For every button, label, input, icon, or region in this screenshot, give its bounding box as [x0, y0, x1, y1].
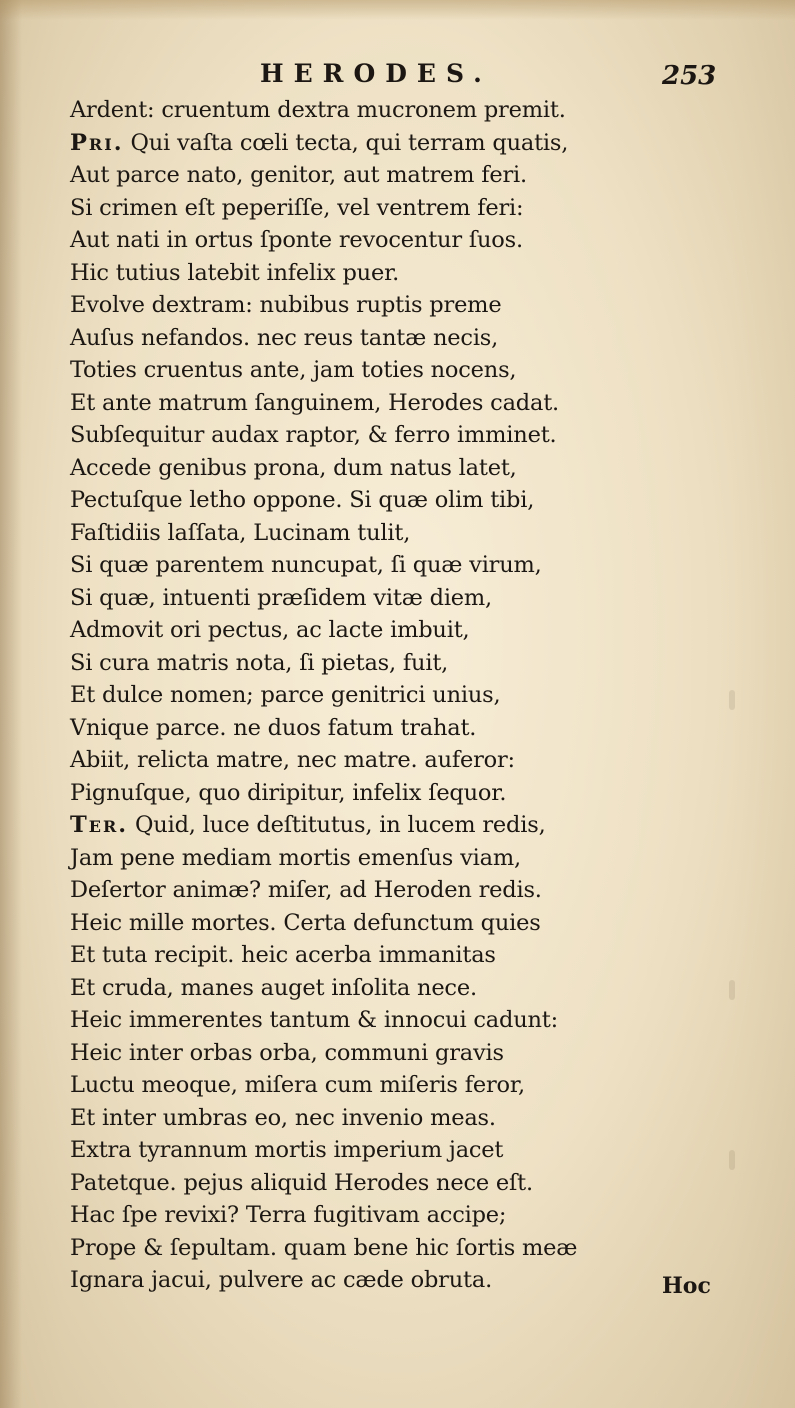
line-text: Si quæ parentem nuncupat, ſi quæ virum,	[70, 552, 542, 578]
verse-line	[70, 452, 710, 485]
show-through-mark	[729, 690, 735, 710]
line-text: Qui vaſta cœli tecta, qui terram quatis,	[130, 129, 569, 156]
verse-line	[70, 1134, 710, 1167]
verse-line	[70, 419, 710, 452]
line-text: Extra tyrannum mortis imperium jacet	[70, 1137, 504, 1163]
speaker-label: Ter.	[70, 812, 129, 838]
verse-line	[70, 1102, 710, 1135]
verse-line	[70, 1167, 710, 1200]
gutter-shadow	[0, 0, 22, 1408]
line-text: Deſertor animæ? miſer, ad Heroden redis.	[70, 877, 542, 903]
line-text: Heic mille mortes. Certa defunctum quies	[70, 909, 541, 936]
line-text: Pectuſque letho oppone. Si quæ olim tibi,	[70, 487, 535, 513]
verse-line	[70, 842, 710, 875]
catchword: Hoc	[662, 1273, 711, 1299]
line-text: Admovit ori pectus, ac lacte imbuit,	[70, 617, 470, 643]
verse-line	[70, 647, 710, 680]
verse-line	[70, 1199, 710, 1232]
verse-line	[70, 192, 710, 225]
verse-line	[70, 744, 710, 777]
verse-line	[70, 1232, 710, 1265]
line-text: Auſus nefandos. nec reus tantæ necis,	[70, 324, 499, 351]
line-text: Et dulce nomen; parce genitrici unius,	[70, 682, 501, 708]
verse-line	[70, 972, 710, 1005]
verse-line	[70, 127, 710, 160]
line-text: Prope & ſepultam. quam bene hic ſortis meæ	[70, 1234, 578, 1261]
verse-line	[70, 1069, 710, 1102]
verse-line	[70, 1264, 710, 1297]
show-through-mark	[729, 980, 735, 1000]
line-text: Si cura matris nota, ſi pietas, fuit,	[70, 649, 449, 676]
line-text: Pignuſque, quo diripitur, infelix ſequor.	[70, 779, 507, 806]
line-text: Faſtidiis laſſata, Lucinam tulit,	[70, 519, 411, 546]
verse-line	[70, 907, 710, 940]
line-text: Aut parce nato, genitor, aut matrem feri.	[70, 162, 527, 188]
verse-line	[70, 549, 710, 582]
verse-line	[70, 322, 710, 355]
speaker-label: Pri.	[70, 129, 124, 156]
verse-line	[70, 517, 710, 550]
line-text: Evolve dextram: nubibus ruptis preme	[70, 292, 502, 318]
line-text: Et cruda, manes auget inſolita nece.	[70, 974, 477, 1001]
verse-line	[70, 712, 710, 745]
verse-line	[70, 874, 710, 907]
line-text: Vnique parce. ne duos fatum trahat.	[70, 714, 477, 741]
verse-line	[70, 1004, 710, 1037]
page-header	[0, 56, 795, 92]
verse-line	[70, 484, 710, 517]
line-text: Heic immerentes tantum & innocui cadunt:	[70, 1007, 559, 1033]
line-text: Ignara jacui, pulvere ac cæde obruta.	[70, 1267, 493, 1293]
line-text: Et inter umbras eo, nec invenio meas.	[70, 1104, 496, 1131]
running-title: HERODES.	[260, 59, 492, 88]
verse-line	[70, 354, 710, 387]
line-text: Patetque. pejus aliquid Herodes nece eſt.	[70, 1169, 533, 1196]
verse-line	[70, 224, 710, 257]
verse-line	[70, 582, 710, 615]
line-text: Toties cruentus ante, jam toties nocens,	[70, 357, 517, 383]
line-text: Jam pene mediam mortis emenſus viam,	[70, 844, 521, 871]
verse-line	[70, 614, 710, 647]
page-number: 253	[662, 61, 717, 91]
verse-text	[70, 94, 710, 1297]
top-edge-shadow	[0, 0, 795, 20]
line-text: Et ante matrum ſanguinem, Herodes cadat.	[70, 389, 560, 416]
line-text: Luctu meoque, miſera cum miſeris feror,	[70, 1072, 525, 1098]
verse-line	[70, 289, 710, 322]
verse-line	[70, 1037, 710, 1070]
line-text: Si crimen eſt peperiſſe, vel ventrem feri:	[70, 194, 524, 221]
line-text: Hic tutius latebit infelix puer.	[70, 259, 400, 286]
line-text: Quid, luce deſtitutus, in lucem redis,	[135, 812, 546, 838]
line-text: Subſequitur audax raptor, & ferro imminet.	[70, 422, 557, 448]
verse-line	[70, 809, 710, 842]
verse-line	[70, 777, 710, 810]
line-text: Ardent: cruentum dextra mucronem premit.	[70, 97, 566, 123]
line-text: Et tuta recipit. heic acerba immanitas	[70, 942, 496, 968]
line-text: Accede genibus prona, dum natus latet,	[70, 454, 517, 481]
line-text: Aut nati in ortus ſponte revocentur ſuos.	[70, 227, 523, 253]
line-text: Hac ſpe revixi? Terra fugitivam accipe;	[70, 1202, 507, 1228]
line-text: Heic inter orbas orba, communi gravis	[70, 1039, 504, 1066]
verse-line	[70, 939, 710, 972]
line-text: Abiit, relicta matre, nec matre. auferor:	[70, 747, 515, 773]
line-text: Si quæ, intuenti præſidem vitæ diem,	[70, 584, 493, 611]
verse-line	[70, 159, 710, 192]
verse-line	[70, 257, 710, 290]
verse-line	[70, 679, 710, 712]
show-through-mark	[729, 1150, 735, 1170]
verse-line	[70, 387, 710, 420]
verse-line	[70, 94, 710, 127]
